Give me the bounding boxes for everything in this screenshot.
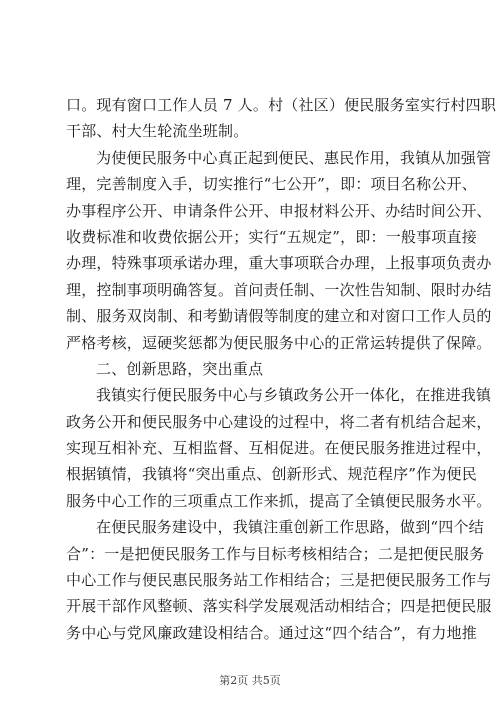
text-line: 根据镇情，我镇将“突出重点、创新形式、规范程序”作为便民	[66, 465, 477, 484]
text-line: 严格考核，逗硬奖惩都为便民服务中心的正常运转提供了保障。	[66, 333, 492, 352]
section-heading: 二、创新思路，突出重点	[96, 359, 264, 378]
text-line: 制、服务双岗制、和考勤请假等制度的建立和对窗口工作人员的	[66, 307, 492, 326]
text-line: 中心工作与便民惠民服务站工作相结合；三是把便民服务工作与	[66, 571, 492, 590]
text-line: 开展干部作风整顿、落实科学发展观活动相结合；四是把便民服	[66, 597, 492, 616]
page-footer: 第2页 共5页	[219, 674, 281, 687]
text-line: 口。现有窗口工作人员 7 人。村（社区）便民服务室实行村四职	[66, 96, 497, 114]
paragraph-first-line: 我镇实行便民服务中心与乡镇政务公开一体化，在推进我镇	[96, 386, 492, 405]
paragraph-first-line: 为使便民服务中心真正起到便民、惠民作用，我镇从加强管	[96, 148, 492, 167]
text-line: 办理，特殊事项承诺办理，重大事项联合办理，上报事项负责办	[66, 254, 492, 273]
paragraph-first-line: 在便民服务建设中，我镇注重创新工作思路，做到“四个结	[96, 518, 484, 537]
text-line: 办事程序公开、申请条件公开、申报材料公开、办结时间公开、	[66, 201, 492, 220]
text-line: 务中心与党风廉政建设相结合。通过这“四个结合”，有力地推	[66, 623, 477, 642]
text-line: 理，控制事项明确答复。首问责任制、一次性告知制、限时办结	[66, 280, 492, 299]
text-line: 干部、村大生轮流坐班制。	[66, 122, 249, 141]
text-line: 理，完善制度入手，切实推行“七公开”，即：项目名称公开、	[66, 175, 477, 194]
document-body	[66, 92, 497, 646]
text-line: 政务公开和便民服务中心建设的过程中，将二者有机结合起来，	[66, 412, 492, 431]
text-line: 实现互相补充、互相监督、互相促进。在便民服务推进过程中，	[66, 439, 492, 458]
text-line: 合”：一是把便民服务工作与目标考核相结合；二是把便民服务	[66, 544, 485, 563]
text-line: 收费标准和收费依据公开；实行“五规定”，即：一般事项直接	[66, 227, 477, 246]
text-line: 服务中心工作的三项重点工作来抓，提高了全镇便民服务水平。	[66, 491, 492, 510]
